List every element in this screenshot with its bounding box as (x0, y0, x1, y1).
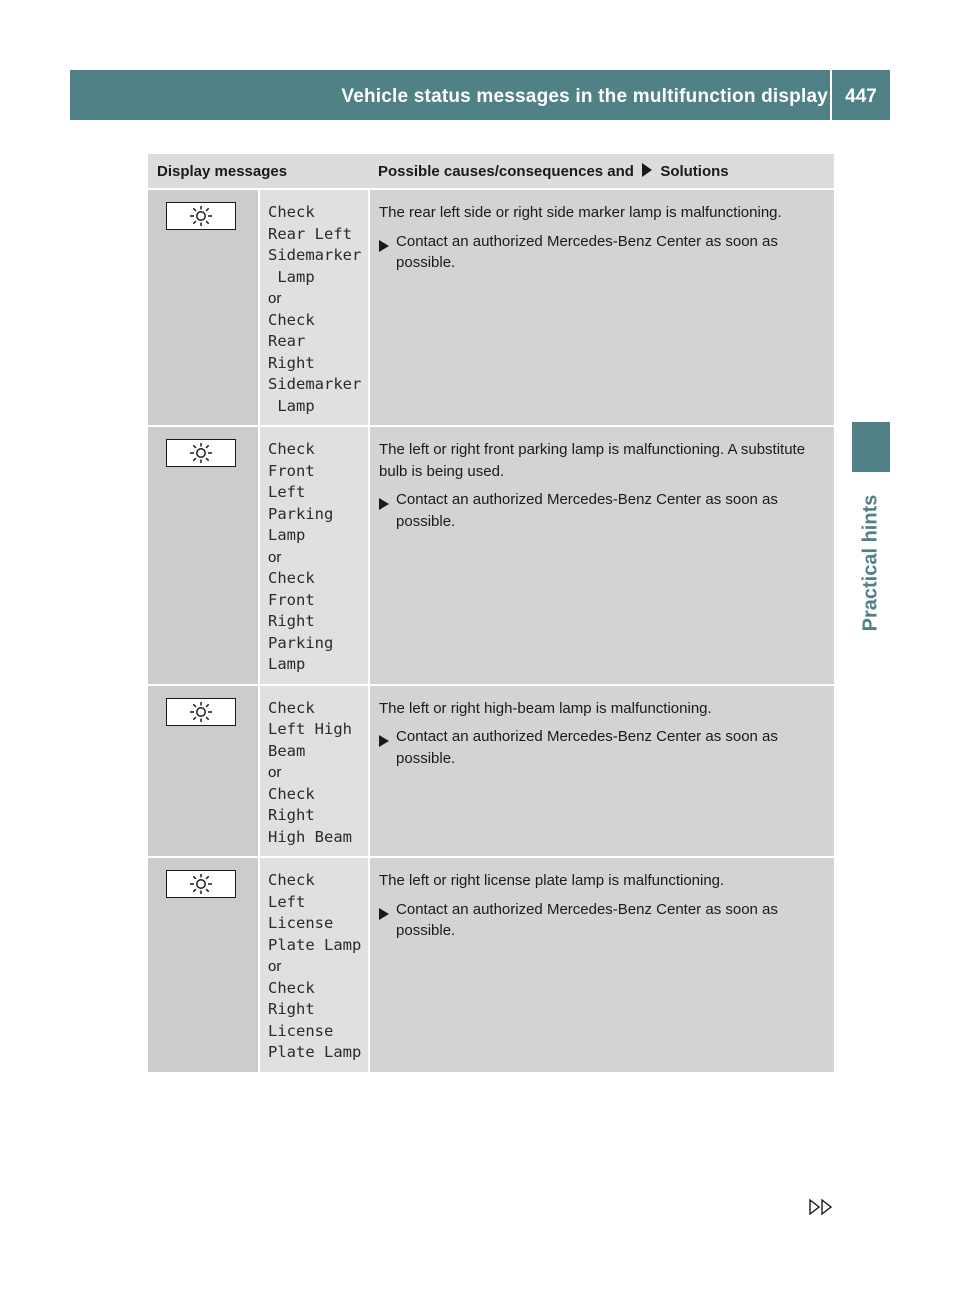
display-message-line: Left (268, 892, 306, 911)
solution-cell (369, 426, 834, 685)
header-solutions-label: Possible causes/consequences and (378, 162, 634, 180)
arrow-right-icon (641, 163, 653, 177)
display-message-cell (259, 189, 369, 426)
cause-text: The left or right high-beam lamp is malfunctioning. (379, 699, 712, 717)
section-tab-label: Practical hints (859, 494, 882, 632)
display-message-cell (259, 685, 369, 858)
solution-step-text: Contact an authorized Mercedes-Benz Center as soon as possible. (396, 232, 778, 271)
icon-cell (148, 685, 259, 858)
display-message-line: Left (268, 483, 306, 501)
display-message-line: Check (268, 440, 315, 458)
section-tab (852, 478, 890, 648)
display-message-line: Front (268, 590, 315, 609)
display-message-line: Sidemarker (268, 246, 362, 264)
icon-cell (148, 189, 259, 426)
display-message-cell (259, 426, 369, 685)
display-message-line: Check (268, 871, 315, 889)
step-arrow (379, 231, 396, 274)
table-row (148, 189, 834, 426)
display-message-line: Plate Lamp (268, 1043, 362, 1061)
step-arrow (379, 726, 396, 769)
icon-cell (148, 857, 259, 1073)
display-message-line: Sidemarker (268, 375, 362, 393)
lamp-icon-glyph (186, 205, 216, 227)
table-row (148, 857, 834, 1073)
display-message-line: Check (268, 978, 315, 997)
display-message-line: Rear Left (268, 224, 352, 243)
display-message-line: Plate Lamp (268, 935, 362, 954)
solution-step (379, 726, 828, 769)
double-arrow-right-icon (808, 1198, 836, 1216)
solution-step (379, 489, 828, 532)
solution-step-text: Contact an authorized Mercedes-Benz Center as soon as possible. (396, 900, 778, 939)
header-display-messages (148, 154, 369, 189)
lamp-icon-glyph (186, 442, 216, 464)
solution-cell (369, 189, 834, 426)
display-message-line: Lamp (268, 396, 315, 415)
display-message-line: Lamp (268, 526, 306, 544)
display-message-line: Beam (268, 741, 306, 760)
lamp-icon (166, 698, 236, 726)
or-separator: or (268, 290, 282, 307)
arrow-right-icon (379, 908, 389, 920)
display-message-line: Left High (268, 720, 352, 738)
header-display-label: Display messages (157, 162, 288, 180)
lamp-icon (166, 870, 236, 898)
display-message-line: Check (268, 310, 315, 329)
or-separator: or (268, 764, 282, 781)
lamp-icon-glyph (186, 701, 216, 723)
display-message-cell (259, 857, 369, 1073)
display-message-line: License (268, 1021, 334, 1040)
solution-step-text: Contact an authorized Mercedes-Benz Center as soon as possible. (396, 491, 778, 530)
or-separator: or (268, 958, 282, 975)
section-tab-marker (852, 422, 890, 472)
solution-step (379, 899, 828, 942)
table-row (148, 426, 834, 685)
solution-step (379, 231, 828, 274)
cause-text: The rear left side or right side marker lamp is malfunctioning. (379, 204, 782, 221)
display-message-line: Right (268, 353, 315, 372)
display-message-line: Right (268, 612, 315, 630)
arrow-right-icon (379, 240, 389, 252)
header-solutions-suffix: Solutions (660, 162, 729, 180)
lamp-icon (166, 439, 236, 467)
arrow-right-icon (379, 735, 389, 747)
display-message-line: Check (268, 203, 315, 221)
display-message-line: Check (268, 784, 315, 803)
table-header-row (148, 154, 834, 189)
display-message-line: Lamp (268, 655, 306, 673)
lamp-icon (166, 202, 236, 230)
table-row (148, 685, 834, 858)
display-message-line: Parking (268, 633, 334, 652)
display-message-line: Right (268, 806, 315, 824)
solution-cell (369, 857, 834, 1073)
page-number: 447 (845, 86, 877, 107)
step-arrow (379, 489, 396, 532)
solution-cell (369, 685, 834, 858)
display-message-line: Parking (268, 504, 334, 523)
or-separator: or (268, 548, 282, 566)
display-message-line: License (268, 914, 334, 932)
display-message-line: Lamp (268, 267, 315, 286)
solution-step-text: Contact an authorized Mercedes-Benz Center as soon as possible. (396, 728, 778, 767)
step-arrow (379, 899, 396, 942)
display-message-line: Rear (268, 332, 306, 350)
header-solutions (369, 154, 834, 189)
display-message-line: Check (268, 698, 315, 717)
cause-text: The left or right front parking lamp is malfunctioning. A substitute bulb is being used. (379, 441, 806, 480)
display-message-line: Check (268, 569, 315, 587)
header-bar (70, 70, 890, 120)
lamp-icon-glyph (186, 873, 216, 895)
table-body (148, 189, 834, 1073)
display-message-line: High Beam (268, 827, 352, 846)
cause-text: The left or right license plate lamp is malfunctioning. (379, 872, 725, 889)
icon-cell (148, 426, 259, 685)
display-message-line: Right (268, 1000, 315, 1018)
status-message-table (148, 154, 834, 1074)
arrow-right-icon (379, 498, 389, 510)
page-title: Vehicle status messages in the multifunction display (341, 86, 828, 107)
display-message-line: Front (268, 461, 315, 480)
